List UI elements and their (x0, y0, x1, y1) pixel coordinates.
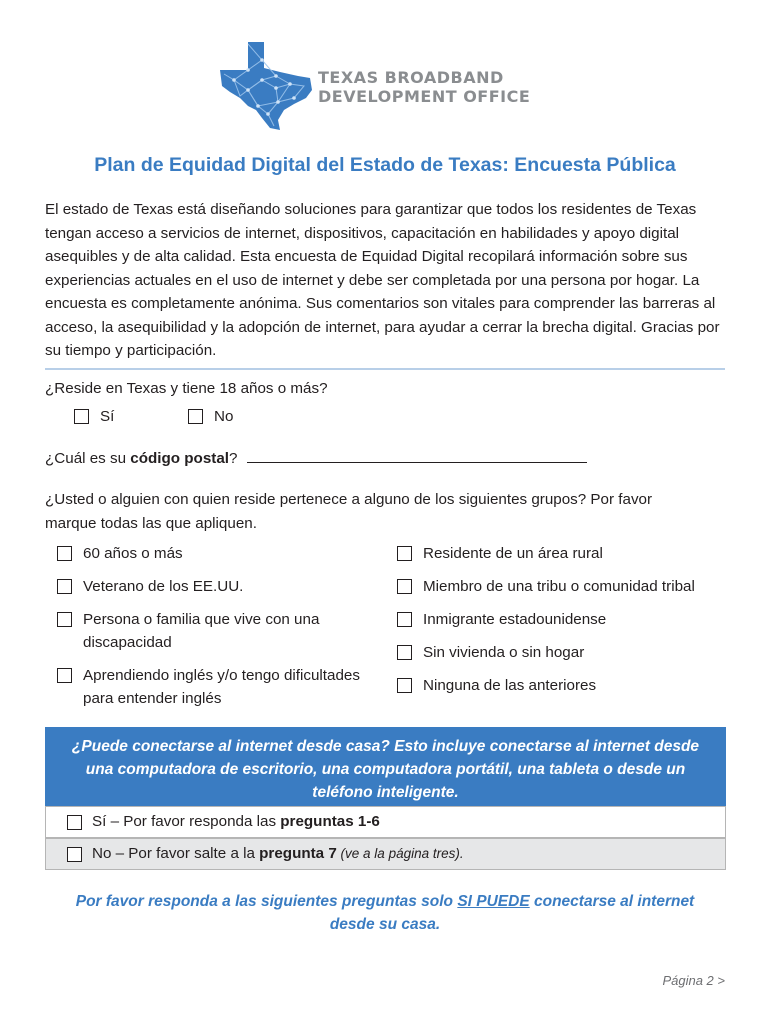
zip-code-field[interactable] (247, 448, 587, 463)
group-option[interactable] (57, 543, 377, 566)
residence-yes-label: Sí (100, 408, 115, 425)
logo-line-1: TEXAS BROADBAND (318, 68, 504, 87)
internet-question-box (45, 727, 726, 806)
footer-text-underlined: SI PUEDE (457, 893, 530, 910)
texas-map-network-icon (218, 40, 318, 132)
group-label: Residente de un área rural (423, 545, 603, 562)
group-checkbox[interactable] (397, 579, 412, 594)
group-checkbox[interactable] (57, 612, 72, 627)
logo-line-2: DEVELOPMENT OFFICE (318, 87, 531, 106)
zip-text-after: ? (228, 450, 238, 467)
group-label: Persona o familia que vive con una discapacidad (83, 611, 320, 651)
internet-no-label (92, 839, 464, 869)
internet-yes-row[interactable] (45, 806, 726, 838)
page-number[interactable]: Página 2 > (662, 973, 725, 988)
group-label: Aprendiendo inglés y/o tengo dificultades para entender inglés (83, 667, 360, 707)
group-option[interactable] (397, 609, 727, 632)
group-label: Sin vivienda o sin hogar (423, 644, 585, 661)
page-title: Plan de Equidad Digital del Estado de Texas: Encuesta Pública (94, 154, 676, 176)
internet-no-text: No – Por favor salte a la (92, 845, 260, 862)
group-label: Inmigrante estadounidense (423, 611, 607, 628)
internet-no-bold: pregunta 7 (259, 845, 337, 862)
section-divider (45, 368, 725, 370)
footer-text-post: conectarse al internet desde su casa. (329, 893, 695, 933)
group-checkbox[interactable] (397, 678, 412, 693)
residence-no-label: No (214, 408, 234, 425)
zip-text-bold: código postal (130, 450, 229, 467)
logo (218, 40, 548, 132)
group-checkbox[interactable] (397, 546, 412, 561)
group-checkbox[interactable] (397, 612, 412, 627)
group-label: 60 años o más (83, 545, 183, 562)
group-option[interactable] (397, 543, 727, 566)
internet-question-text: ¿Puede conectarse al internet desde casa? Esto incluye conectarse al internet desde una computadora de escritorio, una computadora portátil, una tableta o desde un teléfono inteligente. (71, 738, 700, 801)
group-checkbox[interactable] (57, 546, 72, 561)
group-option[interactable] (57, 576, 377, 599)
group-checkbox[interactable] (397, 645, 412, 660)
question-zip (45, 447, 587, 471)
group-option[interactable] (57, 665, 387, 710)
footer-text-pre: Por favor responda a las siguientes preguntas solo (75, 893, 458, 910)
zip-text-before: ¿Cuál es su (45, 450, 131, 467)
group-label: Ninguna de las anteriores (423, 677, 597, 694)
logo-text (318, 68, 530, 106)
question-groups: ¿Usted o alguien con quien reside pertenece a alguno de los siguientes grupos? Por favor marque todas las que apliquen. (45, 491, 653, 532)
internet-no-italic: (ve a la página tres). (336, 846, 464, 861)
internet-yes-checkbox[interactable] (67, 815, 82, 830)
internet-no-checkbox[interactable] (67, 847, 82, 862)
internet-yes-text: Sí – Por favor responda las (92, 813, 281, 830)
footer-instruction (0, 890, 770, 936)
group-option[interactable] (57, 609, 357, 654)
question-residence: ¿Reside en Texas y tiene 18 años o más? (45, 380, 328, 397)
group-label: Veterano de los EE.UU. (83, 578, 244, 595)
residence-no-checkbox[interactable] (188, 409, 203, 424)
group-option[interactable] (397, 642, 727, 665)
group-option[interactable] (397, 675, 727, 698)
residence-yes-checkbox[interactable] (74, 409, 89, 424)
intro-paragraph: El estado de Texas está diseñando soluciones para garantizar que todos los residentes de Texas tengan acceso a servicios de internet, dispositivos, capacitación en habilidades y apoyo digital asequibles y de alta calidad. Esta encuesta de Equidad Digital recopilará información sobre sus experiencias actuales en el uso de internet y debe ser completada por una persona por hogar. La encuesta es completamente anónima. Sus comentarios son vitales para comprender las barreras al acceso, la asequibilidad y la adopción de internet, para ayudar a cerrar la brecha digital. Gracias por su tiempo y participación. (45, 201, 720, 359)
internet-yes-label (92, 807, 380, 837)
group-option[interactable] (397, 576, 737, 599)
residence-no-option[interactable] (188, 406, 233, 429)
internet-yes-bold: preguntas 1-6 (280, 813, 380, 830)
residence-yes-option[interactable] (74, 406, 114, 429)
group-label: Miembro de una tribu o comunidad tribal (423, 578, 695, 595)
group-checkbox[interactable] (57, 668, 72, 683)
internet-no-row[interactable] (45, 838, 726, 870)
group-checkbox[interactable] (57, 579, 72, 594)
